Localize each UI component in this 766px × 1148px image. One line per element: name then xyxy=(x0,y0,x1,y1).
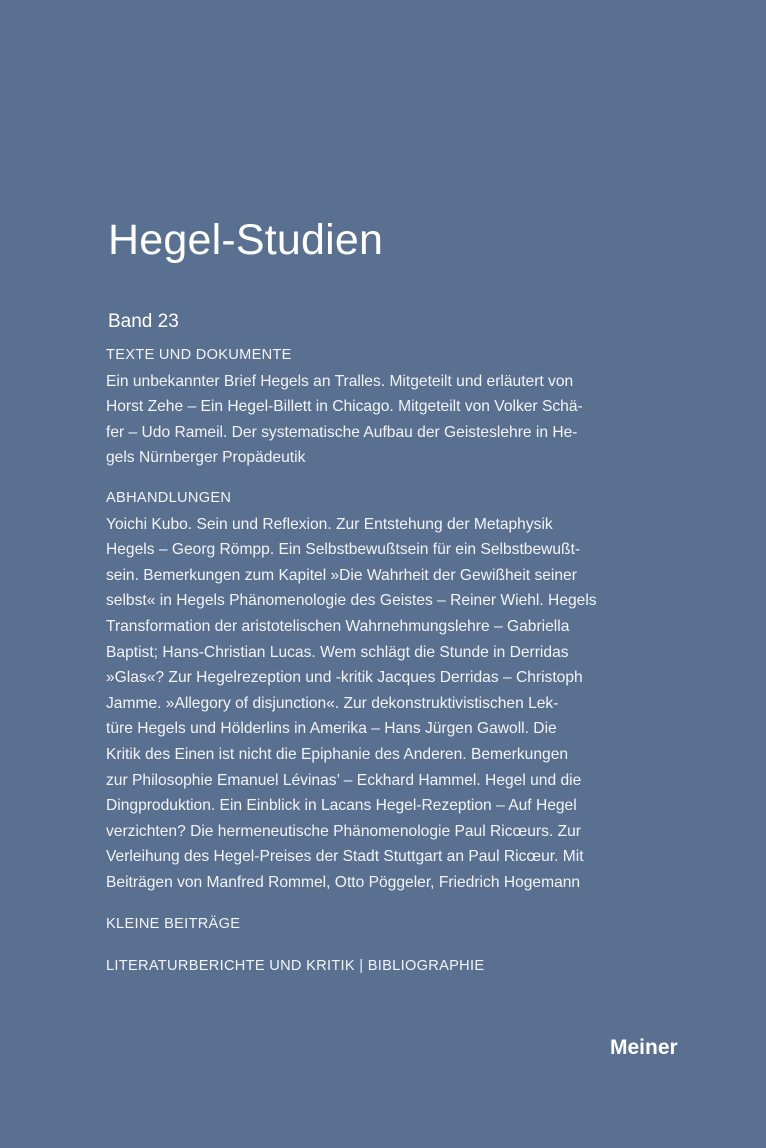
text-line: Dingproduktion. Ein Einblick in Lacans Hegel-Rezeption – Auf Hegel xyxy=(106,797,577,815)
text-line: Horst Zehe – Ein Hegel-Billett in Chicago. Mitgeteilt von Volker Schä- xyxy=(106,398,583,416)
section-literaturberichte xyxy=(106,954,646,980)
text-line: sein. Bemerkungen zum Kapitel »Die Wahrheit der Gewißheit seiner xyxy=(106,566,577,584)
section-body xyxy=(106,512,646,896)
text-line: selbst« in Hegels Phänomenologie des Geistes – Reiner Wiehl. Hegels xyxy=(106,592,597,610)
text-line: türe Hegels und Hölderlins in Amerika – Hans Jürgen Gawoll. Die xyxy=(106,720,557,738)
text-line: zur Philosophie Emanuel Lévinas’ – Eckhard Hammel. Hegel und die xyxy=(106,771,582,789)
section-texte-und-dokumente xyxy=(106,343,646,471)
text-line: Hegels – Georg Römpp. Ein Selbstbewußtsein für ein Selbstbewußt- xyxy=(106,541,581,559)
section-abhandlungen xyxy=(106,486,646,896)
text-line: Ein unbekannter Brief Hegels an Tralles. Mitgeteilt und erläutert von xyxy=(106,372,574,390)
text-line: Verleihung des Hegel-Preises der Stadt Stuttgart an Paul Ricœur. Mit xyxy=(106,848,584,866)
publisher-logo: Meiner xyxy=(610,1036,678,1059)
text-line: Yoichi Kubo. Sein und Reflexion. Zur Entstehung der Metaphysik xyxy=(106,515,553,533)
text-line: »Glas«? Zur Hegelrezeption und -kritik Jacques Derridas – Christoph xyxy=(106,669,583,687)
section-kleine-beitraege xyxy=(106,912,646,938)
section-heading: ABHANDLUNGEN xyxy=(106,490,232,506)
section-body xyxy=(106,369,646,471)
section-heading: LITERATURBERICHTE UND KRITIK | BIBLIOGRAPHIE xyxy=(106,958,485,974)
text-line: verzichten? Die hermeneutische Phänomenologie Paul Ricœurs. Zur xyxy=(106,822,581,840)
section-heading: KLEINE BEITRÄGE xyxy=(106,916,241,932)
text-line: Beiträgen von Manfred Rommel, Otto Pöggeler, Friedrich Hogemann xyxy=(106,873,581,891)
text-line: Baptist; Hans-Christian Lucas. Wem schlägt die Stunde in Derridas xyxy=(106,643,569,661)
text-line: gels Nürnberger Propädeutik xyxy=(106,449,306,467)
book-title: Hegel-Studien xyxy=(108,216,384,264)
section-heading: TEXTE UND DOKUMENTE xyxy=(106,347,292,363)
volume-number: Band 23 xyxy=(108,311,179,332)
text-line: Jamme. »Allegory of disjunction«. Zur dekonstruktivistischen Lek- xyxy=(106,694,559,712)
text-line: Kritik des Einen ist nicht die Epiphanie des Anderen. Bemerkungen xyxy=(106,745,569,763)
text-line: fer – Udo Rameil. Der systematische Aufbau der Geisteslehre in He- xyxy=(106,423,578,441)
text-line: Transformation der aristotelischen Wahrnehmungslehre – Gabriella xyxy=(106,617,570,635)
